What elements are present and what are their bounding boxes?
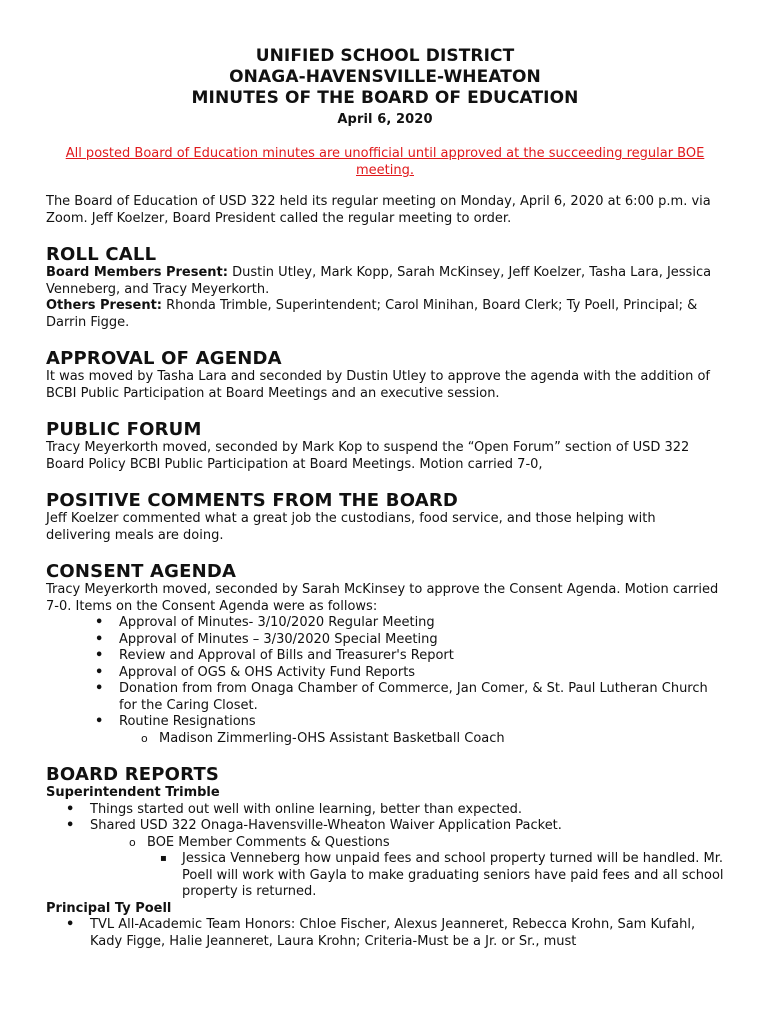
list-item: • Shared USD 322 Onaga-Havensville-Wheaton Waiver Application Packet. — [90, 818, 724, 835]
positive-comments-text: Jeff Koelzer commented what a great job the custodians, food service, and those helping with delivering meals are doing. — [46, 511, 656, 543]
boe-comments-list — [46, 835, 724, 852]
others-list: Rhonda Trimble, Superintendent; Carol Minihan, Board Clerk; Ty Poell, Principal; & Darrin Figge. — [46, 298, 698, 330]
list-item: • Approval of Minutes – 3/30/2020 Special Meeting — [119, 632, 724, 649]
approval-heading: APPROVAL OF AGENDA — [46, 348, 282, 369]
list-item: • Donation from from Onaga Chamber of Commerce, Jan Comer, & St. Paul Lutheran Church for the Caring Closet. — [119, 681, 724, 714]
list-item: • TVL All-Academic Team Honors: Chloe Fischer, Alexus Jeanneret, Rebecca Krohn, Sam Kufahl, Kady Figge, Halie Jeanneret, Laura Krohn; Criteria-Must be a Jr. or Sr., must — [90, 917, 724, 950]
others-present — [46, 298, 724, 331]
superintendent-label: Superintendent Trimble — [46, 785, 220, 800]
list-item: • Approval of OGS & OHS Activity Fund Reports — [119, 665, 724, 682]
intro-paragraph: The Board of Education of USD 322 held its regular meeting on Monday, April 6, 2020 at 6:00 p.m. via Zoom. Jeff Koelzer, Board President called the regular meeting to order. — [46, 194, 711, 226]
meeting-date: April 6, 2020 — [337, 112, 433, 127]
board-reports-heading: BOARD REPORTS — [46, 764, 220, 785]
principal-list — [46, 917, 724, 950]
district-subtitle: ONAGA-HAVENSVILLE-WHEATON — [229, 67, 541, 87]
principal-label: Principal Ty Poell — [46, 900, 172, 916]
resignations-list — [46, 731, 724, 748]
list-item: ▪ Jessica Venneberg how unpaid fees and school property turned will be handled. Mr. Poell will work with Gayla to make graduating seniors have paid fees and all school property is returned. — [182, 851, 724, 901]
board-members-present — [46, 265, 724, 298]
list-item: • Approval of Minutes- 3/10/2020 Regular Meeting — [119, 615, 724, 632]
consent-agenda-list — [46, 615, 724, 731]
positive-comments-heading: POSITIVE COMMENTS FROM THE BOARD — [46, 490, 459, 511]
district-name: UNIFIED SCHOOL DISTRICT — [255, 46, 515, 66]
unofficial-notice: All posted Board of Education minutes are unofficial until approved at the succeeding regular BOE meeting. — [65, 146, 705, 178]
document-title: MINUTES OF THE BOARD OF EDUCATION — [191, 88, 579, 108]
positive-comments-section — [46, 491, 724, 544]
approval-section — [46, 349, 724, 402]
public-forum-section — [46, 420, 724, 473]
roll-call-section — [46, 245, 724, 331]
list-item: • Things started out well with online learning, better than expected. — [90, 802, 724, 819]
others-label: Others Present: — [46, 298, 162, 313]
boe-comments-detail-list — [46, 851, 724, 901]
list-item: • Review and Approval of Bills and Treasurer's Report — [119, 648, 724, 665]
public-forum-text: Tracy Meyerkorth moved, seconded by Mark Kop to suspend the “Open Forum” section of USD 322 Board Policy BCBI Public Participation at Board Meetings. Motion carried 7-0, — [46, 440, 690, 472]
list-item: • Routine Resignations — [119, 714, 724, 731]
list-item: o BOE Member Comments & Questions — [147, 835, 724, 852]
roll-call-heading: ROLL CALL — [46, 244, 157, 265]
public-forum-heading: PUBLIC FORUM — [46, 419, 202, 440]
consent-agenda-heading: CONSENT AGENDA — [46, 561, 237, 582]
superintendent-list — [46, 802, 724, 835]
board-members-label: Board Members Present: — [46, 265, 228, 280]
list-item: o Madison Zimmerling-OHS Assistant Basketball Coach — [159, 731, 724, 748]
board-members-list: Dustin Utley, Mark Kopp, Sarah McKinsey, Jeff Koelzer, Tasha Lara, Jessica Venneberg, and Tracy Meyerkorth. — [46, 265, 712, 297]
consent-agenda-section — [46, 562, 724, 747]
consent-agenda-text: Tracy Meyerkorth moved, seconded by Sarah McKinsey to approve the Consent Agenda. Motion carried 7-0. Items on the Consent Agenda were as follows: — [46, 582, 719, 614]
approval-text: It was moved by Tasha Lara and seconded by Dustin Utley to approve the agenda with the addition of BCBI Public Participation at Board Meetings and an executive session. — [46, 369, 711, 401]
board-reports-section — [46, 765, 724, 950]
